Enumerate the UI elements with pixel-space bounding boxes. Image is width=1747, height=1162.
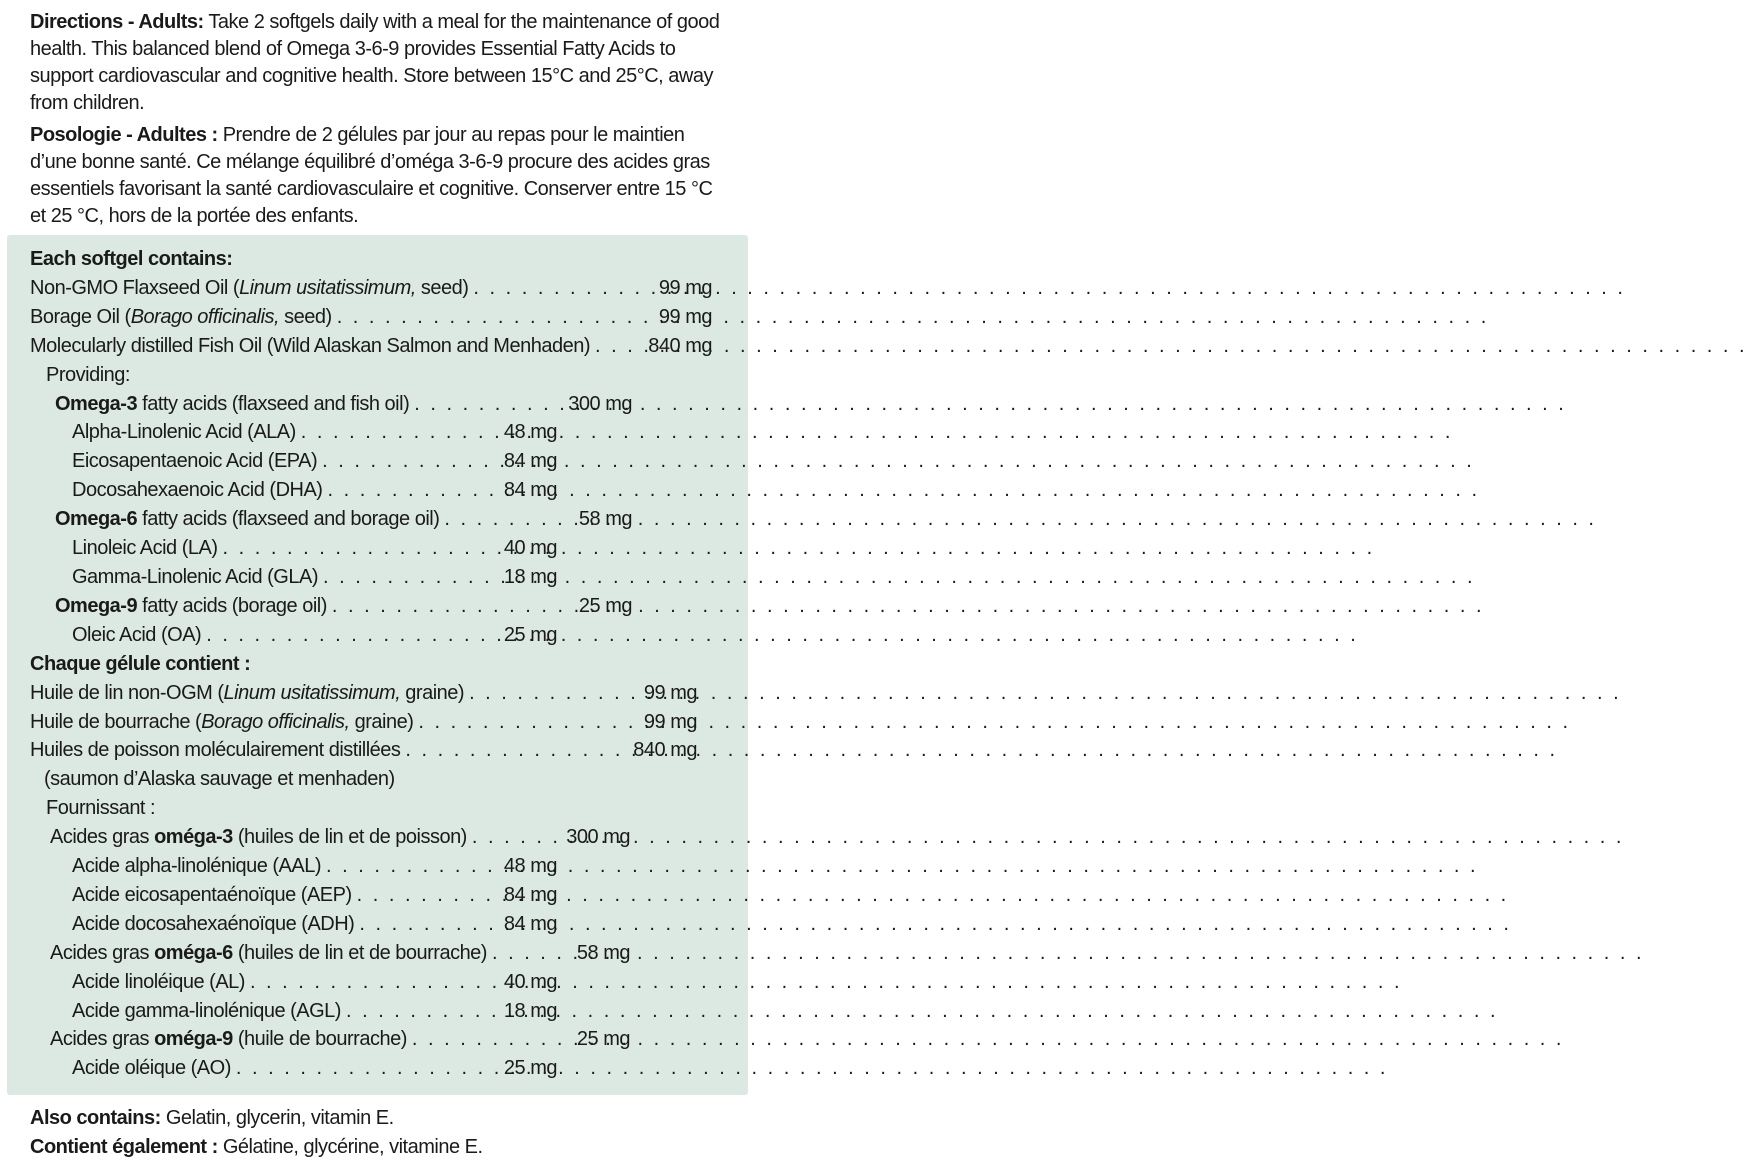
directions-en-body: Take 2 softgels daily with a meal for the maintenance of good health. This balanced blend of Omega 3-6-9 provides Essential Fatty Acids to support cardiovascular and cognitive health. Store between 15°C and 25°C, away from children. bbox=[30, 11, 720, 114]
dot-leader bbox=[468, 274, 652, 303]
ingredient-row-huiles-poisson: Huiles de poisson moléculairement distillées . . . 840 mg bbox=[30, 736, 697, 765]
dot-leader bbox=[590, 332, 641, 361]
providing-label: Providing: bbox=[46, 363, 130, 386]
ingredient-row-flaxseed-oil: Non-GMO Flaxseed Oil (Linum usitatissimum, seed) . . . 99 mg bbox=[30, 274, 712, 303]
ingredient-amount: 40 mg bbox=[503, 537, 557, 560]
ingredient-row-aal: Acide alpha-linolénique (AAL) . . . 48 mg bbox=[72, 852, 557, 881]
ingredient-row-la: Linoleic Acid (LA) . . . 40 mg bbox=[72, 534, 557, 563]
ingredient-amount: 84 mg bbox=[503, 479, 557, 502]
dot-leader bbox=[332, 303, 652, 332]
dot-leader bbox=[354, 910, 497, 939]
panel-header-fr: Chaque gélule contient : bbox=[30, 652, 251, 675]
ingredient-row-omega6: Omega-6 fatty acids (flaxseed and borage oil) . . . 58 mg bbox=[55, 505, 632, 534]
ingredient-amount: 99 mg bbox=[658, 276, 712, 299]
fournissant-label: Fournissant : bbox=[46, 797, 156, 820]
ingredient-amount: 48 mg bbox=[503, 421, 557, 444]
dot-leader bbox=[317, 447, 497, 476]
ingredient-amount: 99 mg bbox=[643, 681, 697, 704]
ingredient-amount: 25 mg bbox=[578, 594, 632, 617]
dot-leader bbox=[464, 679, 637, 708]
also-contains-en bbox=[30, 1104, 724, 1133]
ingredient-row-omega3-fr: Acides gras oméga-3 (huiles de lin et de poisson) . . . 300 mg bbox=[50, 823, 630, 852]
ingredient-amount: 25 mg bbox=[503, 623, 557, 646]
ingredient-amount: 840 mg bbox=[633, 739, 697, 762]
ingredient-amount: 300 mg bbox=[566, 826, 630, 849]
ingredient-row-omega9-fr: Acides gras oméga-9 (huile de bourrache) . . . 25 mg bbox=[50, 1025, 630, 1054]
dot-leader bbox=[321, 852, 497, 881]
also-contains-fr bbox=[30, 1133, 724, 1162]
dot-leader bbox=[318, 563, 497, 592]
dot-leader bbox=[231, 1054, 497, 1083]
dot-leader bbox=[400, 736, 626, 765]
ingredient-row-omega3: Omega-3 fatty acids (flaxseed and fish oil) . . . 300 mg bbox=[55, 390, 632, 419]
dot-leader bbox=[352, 881, 497, 910]
ingredient-amount: 18 mg bbox=[503, 565, 557, 588]
also-contains-fr-lead: Contient également : bbox=[30, 1136, 218, 1159]
ingredient-row-omega6-fr: Acides gras oméga-6 (huiles de lin et de bourrache) . . . 58 mg bbox=[50, 939, 630, 968]
directions-fr-lead: Posologie - Adultes : bbox=[30, 124, 218, 146]
dot-leader bbox=[322, 476, 496, 505]
dot-leader bbox=[201, 621, 497, 650]
dot-leader bbox=[439, 505, 572, 534]
ingredient-amount: 99 mg bbox=[658, 305, 712, 328]
saumon-note: (saumon d’Alaska sauvage et menhaden) bbox=[44, 768, 395, 791]
ingredient-row-huile-bourrache: Huile de bourrache (Borago officinalis, graine) . . . 99 mg bbox=[30, 708, 697, 737]
dot-leader bbox=[407, 1025, 570, 1054]
dot-leader bbox=[467, 823, 559, 852]
directions-fr-body: Prendre de 2 gélules par jour au repas pour le maintien d’une bonne santé. Ce mélange équilibré d’oméga 3-6-9 procure des acides gras essentiels favorisant la santé cardiovasculaire et cognitive. Conserver entre 15 °C et 25 °C, hors de la portée des enfants. bbox=[30, 124, 713, 227]
ingredient-amount: 58 mg bbox=[576, 941, 630, 964]
dot-leader bbox=[327, 592, 572, 621]
ingredient-amount: 25 mg bbox=[503, 1057, 557, 1080]
directions-fr-paragraph bbox=[30, 122, 724, 230]
ingredient-amount: 300 mg bbox=[568, 392, 632, 415]
also-contains-section bbox=[0, 1095, 750, 1162]
ingredient-amount: 25 mg bbox=[576, 1028, 630, 1051]
ingredient-amount: 40 mg bbox=[503, 970, 557, 993]
ingredient-row-agl: Acide gamma-linolénique (AGL) . . . 18 mg bbox=[72, 997, 557, 1026]
ingredient-row-dha: Docosahexaenoic Acid (DHA) . . . 84 mg bbox=[72, 476, 557, 505]
ingredient-row-epa: Eicosapentaenoic Acid (EPA) . . . 84 mg bbox=[72, 447, 557, 476]
dot-leader bbox=[409, 390, 561, 419]
dot-leader bbox=[218, 534, 497, 563]
ingredient-amount: 84 mg bbox=[503, 450, 557, 473]
dot-leader bbox=[413, 708, 637, 737]
dot-leader bbox=[341, 997, 497, 1026]
directions-section bbox=[0, 0, 750, 230]
ingredient-row-huile-lin: Huile de lin non-OGM (Linum usitatissimum, graine) . . . 99 mg bbox=[30, 679, 697, 708]
dot-leader bbox=[245, 968, 497, 997]
ingredient-amount: 18 mg bbox=[503, 999, 557, 1022]
supplement-label bbox=[0, 0, 750, 1159]
ingredient-row-aep: Acide eicosapentaénoïque (AEP) . . . 84 mg bbox=[72, 881, 557, 910]
ingredient-row-fish-oil: Molecularly distilled Fish Oil (Wild Alaskan Salmon and Menhaden) . . . 840 mg bbox=[30, 332, 712, 361]
ingredient-row-gla: Gamma-Linolenic Acid (GLA) . . . 18 mg bbox=[72, 563, 557, 592]
ingredient-amount: 48 mg bbox=[503, 855, 557, 878]
also-contains-en-body: Gelatin, glycerin, vitamin E. bbox=[160, 1107, 394, 1130]
ingredient-row-ala: Alpha-Linolenic Acid (ALA) . . . 48 mg bbox=[72, 418, 557, 447]
ingredient-amount: 840 mg bbox=[648, 334, 712, 357]
ingredient-row-omega9: Omega-9 fatty acids (borage oil) . . . 25 mg bbox=[55, 592, 632, 621]
ingredients-panel bbox=[7, 235, 748, 1095]
ingredient-row-adh: Acide docosahexaénoïque (ADH) . . . 84 mg bbox=[72, 910, 557, 939]
also-contains-en-lead: Also contains: bbox=[30, 1107, 161, 1130]
directions-en-lead: Directions - Adults: bbox=[30, 11, 204, 33]
ingredient-row-al: Acide linoléique (AL) . . . 40 mg bbox=[72, 968, 557, 997]
ingredient-row-ao: Acide oléique (AO) . . . 25 mg bbox=[72, 1054, 557, 1083]
ingredient-amount: 84 mg bbox=[503, 912, 557, 935]
ingredient-amount: 84 mg bbox=[503, 883, 557, 906]
dot-leader bbox=[296, 418, 497, 447]
ingredient-amount: 58 mg bbox=[578, 508, 632, 531]
ingredient-row-borage-oil: Borage Oil (Borago officinalis, seed) . . . 99 mg bbox=[30, 303, 712, 332]
dot-leader bbox=[487, 939, 570, 968]
directions-en-paragraph bbox=[30, 9, 724, 117]
ingredient-amount: 99 mg bbox=[643, 710, 697, 733]
also-contains-fr-body: Gélatine, glycérine, vitamine E. bbox=[217, 1136, 483, 1159]
panel-header-en: Each softgel contains: bbox=[30, 248, 233, 270]
ingredient-row-oa: Oleic Acid (OA) . . . 25 mg bbox=[72, 621, 557, 650]
